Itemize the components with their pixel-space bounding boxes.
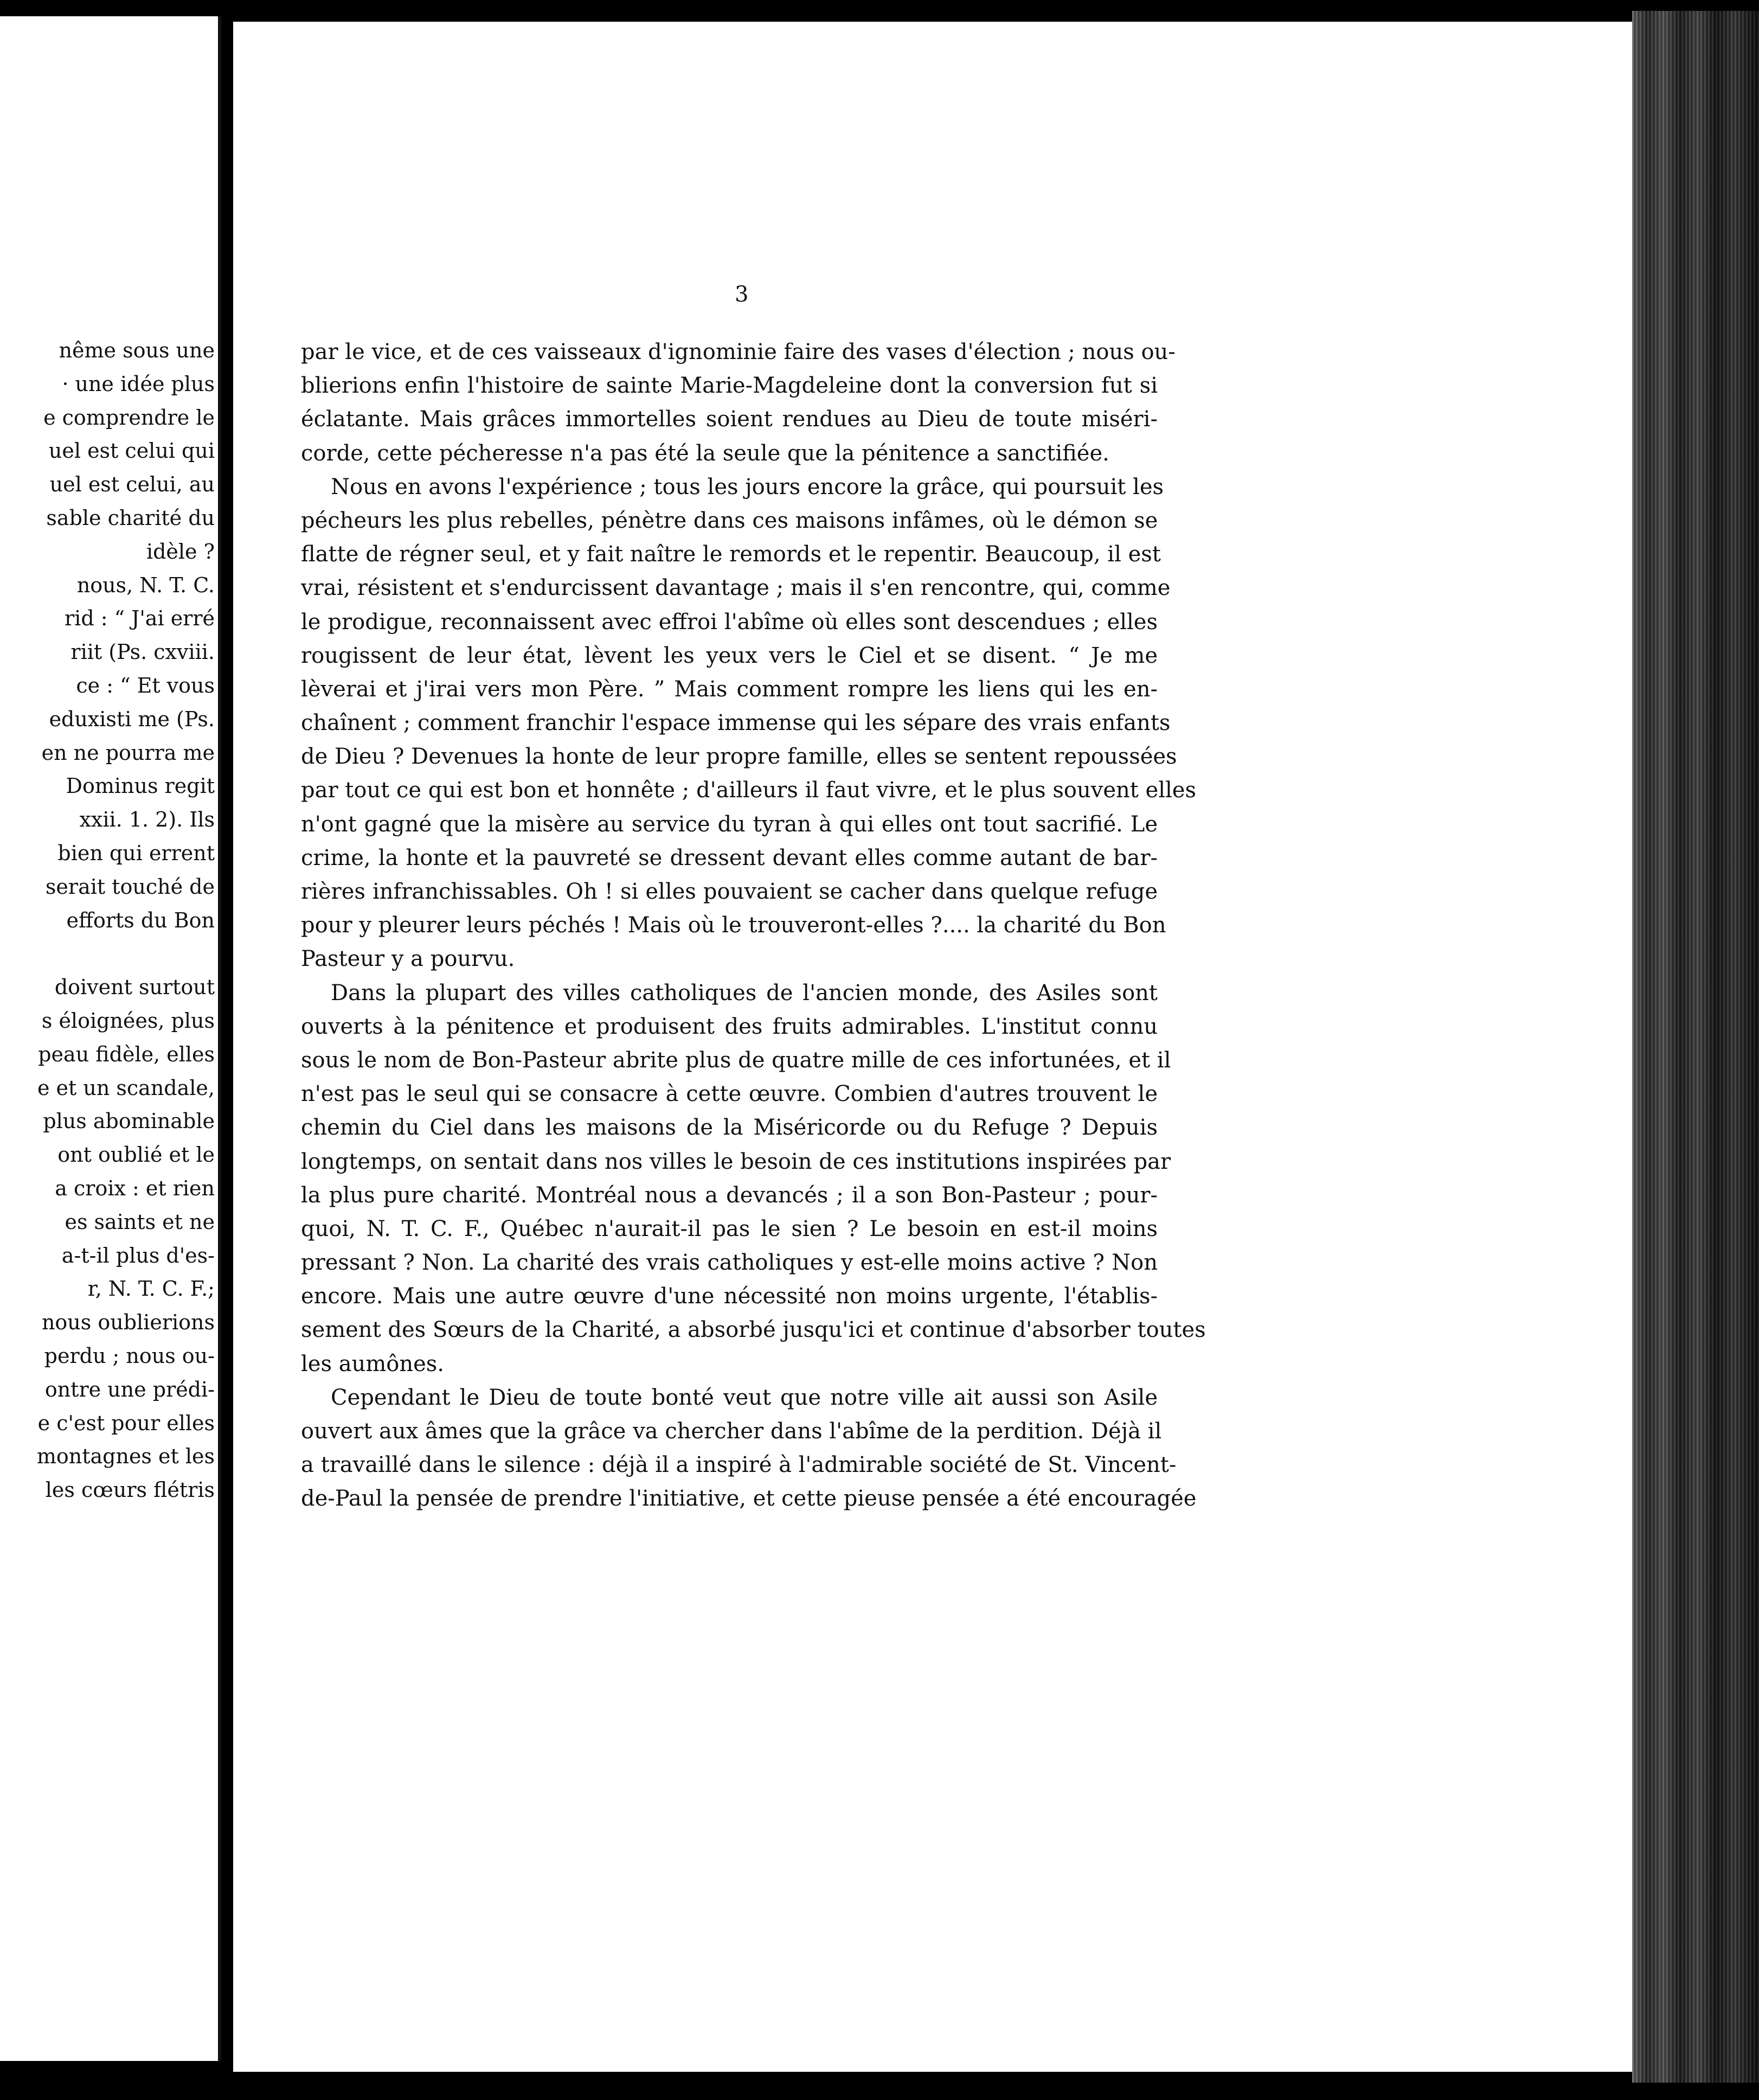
left-page-text-line: serait touché de (45, 874, 215, 899)
left-page-text-line: perdu ; nous ou- (44, 1344, 215, 1368)
text-line: pressant ? Non. La charité des vrais catholiques y est-elle moins active ? Non (301, 1250, 1158, 1276)
left-page-text-line: e comprendre le (43, 405, 215, 430)
paragraph (301, 335, 1176, 470)
left-page-text-line: nous, N. T. C. (76, 573, 215, 597)
book-page-edges (1632, 11, 1759, 2083)
text-line: crime, la honte et la pauvreté se dressent devant elles comme autant de bar- (301, 845, 1158, 870)
text-line: sement des Sœurs de la Charité, a absorbé jusqu'ici et continue d'absorber toutes (301, 1317, 1206, 1343)
text-line: les aumônes. (301, 1351, 445, 1376)
text-line: encore. Mais une autre œuvre d'une nécessité non moins urgente, l'établis- (301, 1284, 1158, 1309)
left-page-text-line: ontre une prédi- (44, 1377, 215, 1401)
left-page-text-line: plus abominable (43, 1109, 215, 1134)
left-page-text-line: doivent surtout (54, 975, 215, 1000)
text-line: n'est pas le seul qui se consacre à cette œuvre. Combien d'autres trouvent le (301, 1081, 1158, 1107)
left-page-text-line: bien qui errent (57, 841, 215, 865)
left-page-text-line: en ne pourra me (41, 740, 215, 765)
text-line: la plus pure charité. Montréal nous a devancés ; il a son Bon-Pasteur ; pour- (301, 1182, 1158, 1208)
paragraph (301, 976, 1206, 1381)
left-page-text-line: riit (Ps. cxviii. (70, 640, 215, 664)
left-page-text-line: e et un scandale, (37, 1075, 215, 1100)
left-page-text-line: · une idée plus (62, 372, 215, 396)
text-line: lèverai et j'irai vers mon Père. ” Mais comment rompre les liens qui les en- (301, 676, 1158, 702)
left-page-text-line: peau fidèle, elles (38, 1042, 215, 1066)
left-page-text-line: idèle ? (146, 539, 215, 564)
text-line: Pasteur y a pourvu. (301, 946, 515, 972)
page-number: 3 (735, 282, 749, 307)
left-page-text-line: a-t-il plus d'es- (61, 1243, 215, 1267)
text-line: par le vice, et de ces vaisseaux d'ignominie faire des vases d'élection ; nous ou- (301, 340, 1176, 364)
text-line: longtemps, on sentait dans nos villes le besoin de ces institutions inspirées par (301, 1149, 1171, 1174)
text-line: rières infranchissables. Oh ! si elles pouvaient se cacher dans quelque refuge (301, 879, 1158, 904)
main-text-block (301, 335, 1206, 1516)
text-line: de Dieu ? Devenues la honte de leur propre famille, elles se sentent repoussées (301, 744, 1177, 770)
left-page-text-line: uel est celui, au (49, 472, 215, 497)
text-line: n'ont gagné que la misère au service du tyran à qui elles ont tout sacrifié. Le (301, 811, 1158, 837)
text-line: pécheurs les plus rebelles, pénètre dans ces maisons infâmes, où le démon se (301, 508, 1158, 533)
text-line: par tout ce qui est bon et honnête ; d'ailleurs il faut vivre, et le plus souvent elles (301, 778, 1196, 803)
left-page-text-line: xxii. 1. 2). Ils (79, 808, 215, 832)
text-line: sous le nom de Bon-Pasteur abrite plus de quatre mille de ces infortunées, et il (301, 1047, 1171, 1073)
left-page-text-line: a croix : et rien (55, 1176, 215, 1200)
paragraph (301, 470, 1196, 976)
text-line: chemin du Ciel dans les maisons de la Miséricorde ou du Refuge ? Depuis (301, 1115, 1158, 1141)
text-line: corde, cette pécheresse n'a pas été la seule que la pénitence a sanctifiée. (301, 440, 1109, 466)
left-page-text-line: Dominus regit (66, 774, 215, 798)
text-line: le prodigue, reconnaissent avec effroi l'abîme où elles sont descendues ; elles (301, 609, 1158, 635)
left-page-text-line: ce : “ Et vous (76, 674, 215, 697)
left-page-text-line: es saints et ne (65, 1209, 215, 1234)
text-line: de-Paul la pensée de prendre l'initiative, et cette pieuse pensée a été encouragée (301, 1486, 1197, 1512)
left-page-text-line: ont oublié et le (57, 1143, 215, 1167)
left-page-text-line: eduxisti me (Ps. (49, 707, 215, 731)
book-gutter (221, 0, 233, 2100)
text-line: Cependant le Dieu de toute bonté veut que notre ville ait aussi son Asile (331, 1385, 1158, 1410)
left-page-text-line: les cœurs flétris (45, 1478, 215, 1502)
text-line: blierions enfin l'histoire de sainte Marie-Magdeleine dont la conversion fut si (301, 373, 1158, 399)
left-facing-page (0, 16, 221, 2061)
text-line: flatte de régner seul, et y fait naître le remords et le repentir. Beaucoup, il est (301, 542, 1161, 567)
left-page-text-line: efforts du Bon (66, 908, 215, 932)
left-page-text-line: e c'est pour elles (37, 1411, 215, 1435)
left-page-text-line: nême sous une (59, 338, 215, 362)
text-line: rougissent de leur état, lèvent les yeux vers le Ciel et se disent. “ Je me (301, 643, 1158, 668)
text-line: Dans la plupart des villes catholiques de l'ancien monde, des Asiles sont (331, 980, 1158, 1006)
left-page-text-line: s éloignées, plus (41, 1009, 215, 1033)
left-page-text-line: montagnes et les (36, 1444, 215, 1469)
text-line: Nous en avons l'expérience ; tous les jours encore la grâce, qui poursuit les (331, 474, 1164, 500)
text-line: chaînent ; comment franchir l'espace immense qui les sépare des vrais enfants (301, 710, 1171, 736)
left-page-text-line: r, N. T. C. F.; (87, 1277, 215, 1301)
paragraph (301, 1381, 1197, 1516)
text-line: vrai, résistent et s'endurcissent davantage ; mais il s'en rencontre, qui, comme (301, 575, 1171, 601)
left-page-text-line: uel est celui qui (48, 439, 215, 463)
left-page-text-line: sable charité du (46, 506, 215, 530)
text-line: ouverts à la pénitence et produisent des fruits admirables. L'institut connu (301, 1014, 1158, 1039)
text-line: éclatante. Mais grâces immortelles soient rendues au Dieu de toute miséri- (301, 407, 1158, 432)
text-line: quoi, N. T. C. F., Québec n'aurait-il pas le sien ? Le besoin en est-il moins (301, 1216, 1158, 1241)
text-line: pour y pleurer leurs péchés ! Mais où le trouveront-elles ?.... la charité du Bon (301, 913, 1166, 938)
text-line: a travaillé dans le silence : déjà il a inspiré à l'admirable société de St. Vincent- (301, 1452, 1177, 1478)
left-page-text-line: rid : “ J'ai erré (65, 606, 215, 631)
left-page-text-line: nous oublierions (41, 1310, 215, 1335)
text-line: ouvert aux âmes que la grâce va chercher dans l'abîme de la perdition. Déjà il (301, 1419, 1162, 1444)
